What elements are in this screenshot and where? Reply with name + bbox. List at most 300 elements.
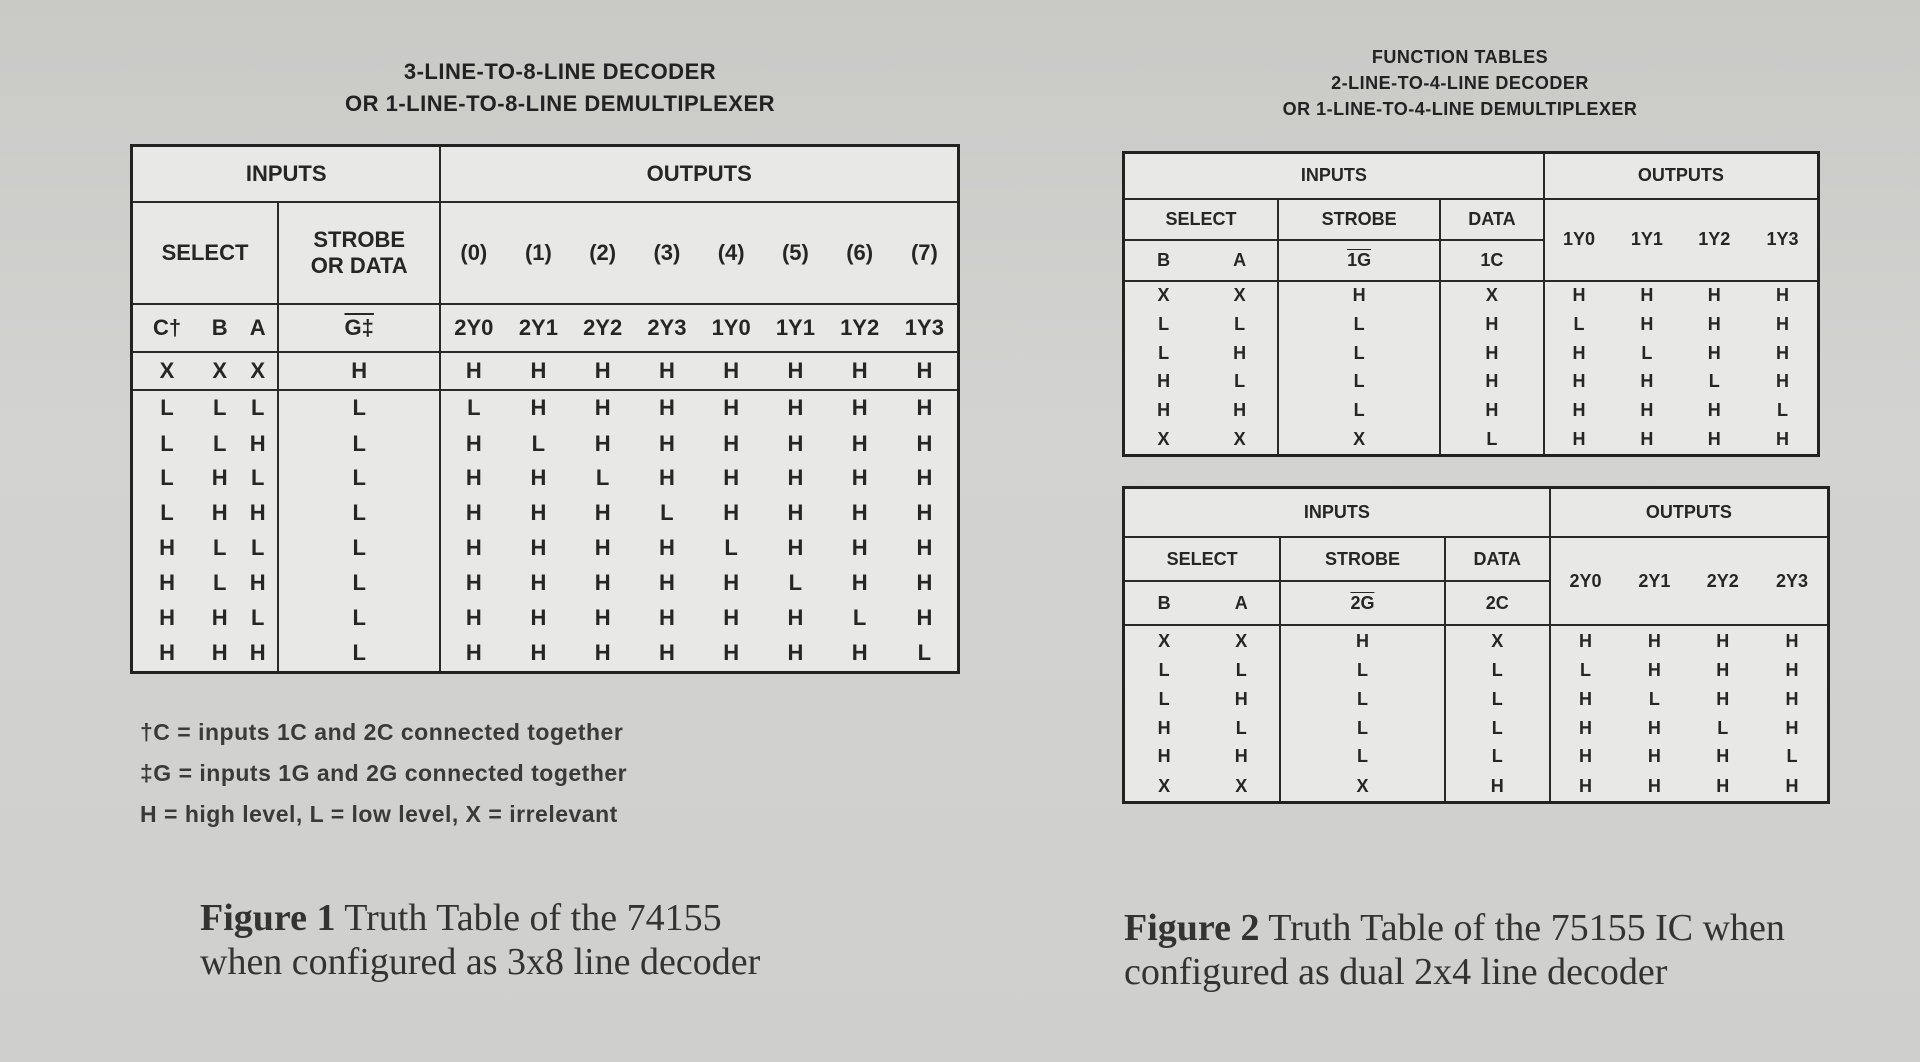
fig2-heading-line3: OR 1-LINE-TO-4-LINE DEMULTIPLEXER xyxy=(1282,99,1638,120)
output-cell: H xyxy=(530,535,547,561)
select-cell: L xyxy=(160,500,174,526)
output-cell: L xyxy=(1786,746,1798,767)
output-cell: L xyxy=(595,465,610,491)
strobe-cell: H xyxy=(278,352,440,390)
output-cell: H xyxy=(571,390,635,426)
t1-out-idx-4: (4) xyxy=(699,202,763,304)
select-a-cell: H xyxy=(1233,400,1247,421)
output-cell: H xyxy=(1785,659,1799,680)
select-cell: H xyxy=(159,570,175,596)
t2a-col-g-text: 1G xyxy=(1347,249,1372,270)
data-cell: L xyxy=(1445,656,1550,685)
output-cell: H xyxy=(530,500,547,526)
output-cell: H xyxy=(1707,428,1721,449)
t2a-outputs-header: OUTPUTS xyxy=(1544,153,1819,199)
strobe-cell: L xyxy=(278,496,440,531)
data-cell: H xyxy=(1440,339,1544,368)
strobe-cell: L xyxy=(278,426,440,461)
t1-out-idx-2: (2) xyxy=(571,202,635,304)
select-b-cell: L xyxy=(1158,688,1170,709)
output-cell: H xyxy=(1707,342,1721,363)
output-cell: H xyxy=(440,496,506,531)
t1-col-a: A xyxy=(238,304,278,352)
output-cell: H xyxy=(723,500,740,526)
output-cell: H xyxy=(1640,400,1654,421)
t2b-col-g-text: 2G xyxy=(1350,592,1375,613)
strobe-cell: H xyxy=(1278,281,1440,311)
select-b-cell: L xyxy=(1158,659,1170,680)
strobe-cell: H xyxy=(1280,625,1444,655)
t2b-body xyxy=(1124,625,1829,802)
output-cell: H xyxy=(658,430,675,456)
table-row xyxy=(1124,656,1829,685)
fig2-table-2 xyxy=(1122,486,1830,804)
t1-select-header: SELECT xyxy=(132,202,279,304)
output-cell: H xyxy=(916,430,933,456)
output-cell: H xyxy=(851,500,868,526)
fig1-truth-table xyxy=(130,144,960,674)
select-cell: L xyxy=(212,570,227,596)
note-c: †C = inputs 1C and 2C connected together xyxy=(140,719,624,745)
fig1-notes xyxy=(140,712,627,835)
select-a-cell: H xyxy=(1234,746,1248,767)
select-cell: L xyxy=(201,390,238,426)
output-cell: H xyxy=(440,566,506,601)
t1-col-g xyxy=(278,304,440,352)
output-cell: L xyxy=(724,535,738,561)
output-cell: H xyxy=(658,358,675,384)
t1-outputs-header: OUTPUTS xyxy=(440,146,958,202)
output-cell: H xyxy=(440,426,506,461)
strobe-cell: L xyxy=(1278,368,1440,397)
data-cell: X xyxy=(1440,281,1544,311)
output-cell: H xyxy=(530,358,547,384)
t1-ordata-label: OR DATA xyxy=(310,252,408,278)
t1-out-idx-0: (0) xyxy=(440,202,506,304)
data-cell: H xyxy=(1440,368,1544,397)
output-cell: H xyxy=(916,535,933,561)
output-cell: H xyxy=(723,605,740,631)
t2a-col-out-0: 1Y0 xyxy=(1544,199,1613,281)
select-a-cell: H xyxy=(1234,688,1248,709)
select-a-cell: X xyxy=(1233,428,1246,449)
output-cell: H xyxy=(594,640,611,666)
output-cell: H xyxy=(1647,659,1661,680)
t2b-inputs-header: INPUTS xyxy=(1124,488,1550,538)
output-cell: H xyxy=(787,500,804,526)
output-cell: H xyxy=(1640,314,1654,335)
strobe-cell: X xyxy=(1280,771,1444,802)
output-cell: L xyxy=(1641,342,1653,363)
select-cell: X xyxy=(250,358,266,384)
table-row xyxy=(1124,281,1819,311)
select-cell: L xyxy=(212,535,227,561)
output-cell: H xyxy=(1707,285,1721,306)
output-cell: H xyxy=(658,640,675,666)
t2b-col-a: A xyxy=(1203,581,1280,625)
table-row xyxy=(132,601,959,636)
output-cell: H xyxy=(1647,775,1661,796)
output-cell: H xyxy=(1775,428,1789,449)
table-row xyxy=(132,426,959,461)
t1-col-g-text: G‡ xyxy=(344,315,374,341)
select-b-cell: X xyxy=(1157,428,1170,449)
output-cell: H xyxy=(787,430,804,456)
table-row xyxy=(132,566,959,601)
table-row xyxy=(1124,339,1819,368)
output-cell: H xyxy=(594,535,611,561)
table-row xyxy=(132,461,959,496)
table-row xyxy=(132,636,959,673)
fig2-heading-line1: FUNCTION TABLES xyxy=(1371,47,1549,67)
table-row xyxy=(1124,396,1819,425)
fig1-caption-rest: Truth Table of the 74155 xyxy=(335,897,722,939)
t2a-data-header: DATA xyxy=(1440,199,1544,240)
select-a-cell: H xyxy=(1233,342,1247,363)
output-cell: L xyxy=(1708,371,1720,392)
output-cell: L xyxy=(788,570,803,596)
output-cell: H xyxy=(658,570,675,596)
select-a-cell: L xyxy=(1234,314,1246,335)
t2b-outputs-header: OUTPUTS xyxy=(1550,488,1829,538)
select-b-cell: H xyxy=(1157,400,1171,421)
t2a-strobe-header: STROBE xyxy=(1278,199,1440,240)
strobe-cell: L xyxy=(1278,310,1440,339)
fig1-heading-line1: 3-LINE-TO-8-LINE DECODER xyxy=(403,59,717,84)
output-cell: L xyxy=(531,430,546,456)
t2a-select-header: SELECT xyxy=(1124,199,1279,240)
table-row xyxy=(1124,625,1829,655)
output-cell: H xyxy=(787,465,804,491)
output-cell: H xyxy=(787,535,804,561)
select-b-cell: X xyxy=(1158,775,1171,796)
output-cell: H xyxy=(1647,717,1661,738)
t1-col-out-2: 2Y2 xyxy=(571,304,635,352)
output-cell: L xyxy=(660,500,674,526)
output-cell: H xyxy=(851,358,868,384)
t2b-col-out-2: 2Y2 xyxy=(1689,537,1757,625)
output-cell: H xyxy=(916,358,933,384)
output-cell: H xyxy=(851,430,868,456)
t1-out-idx-7: (7) xyxy=(892,202,959,304)
output-cell: L xyxy=(852,605,867,631)
select-cell: L xyxy=(238,390,278,426)
t2a-col-g xyxy=(1278,240,1440,281)
fig1-heading xyxy=(310,56,810,120)
output-cell: H xyxy=(916,605,933,631)
strobe-cell: L xyxy=(1280,714,1444,743)
output-cell: L xyxy=(917,640,932,666)
output-cell: H xyxy=(440,352,506,390)
select-cell: H xyxy=(211,500,228,526)
data-cell: H xyxy=(1440,310,1544,339)
output-cell: H xyxy=(723,640,740,666)
note-g: ‡G = inputs 1G and 2G connected together xyxy=(140,760,628,786)
output-cell: H xyxy=(916,570,933,596)
t1-strobe-label: STROBE xyxy=(313,226,406,252)
output-cell: H xyxy=(1550,625,1620,655)
output-cell: H xyxy=(506,390,570,426)
select-a-cell: L xyxy=(1234,371,1246,392)
t2a-col-c: 1C xyxy=(1440,240,1544,281)
output-cell: H xyxy=(1775,371,1789,392)
output-cell: H xyxy=(1707,400,1721,421)
output-cell: H xyxy=(530,605,547,631)
t2a-col-out-1: 1Y1 xyxy=(1613,199,1680,281)
t2a-inputs-header: INPUTS xyxy=(1124,153,1544,199)
select-cell: L xyxy=(160,465,174,491)
output-cell: H xyxy=(635,390,699,426)
t2a-col-out-2: 1Y2 xyxy=(1681,199,1748,281)
t1-col-out-0: 2Y0 xyxy=(440,304,506,352)
t2b-col-b: B xyxy=(1124,581,1204,625)
output-cell: H xyxy=(1716,688,1730,709)
strobe-cell: L xyxy=(278,601,440,636)
output-cell: H xyxy=(723,430,740,456)
select-cell: H xyxy=(249,500,266,526)
t1-col-out-1: 2Y1 xyxy=(506,304,570,352)
select-a-cell: X xyxy=(1235,630,1248,651)
output-cell: L xyxy=(1544,310,1613,339)
t1-col-out-4: 1Y0 xyxy=(699,304,763,352)
fig2-caption-rest: Truth Table of the 75155 IC when xyxy=(1259,907,1785,949)
strobe-cell: L xyxy=(278,566,440,601)
output-cell: H xyxy=(1544,368,1613,397)
output-cell: H xyxy=(723,358,740,384)
output-cell: H xyxy=(1716,659,1730,680)
table-row xyxy=(1124,368,1819,397)
select-cell: H xyxy=(159,535,175,561)
output-cell: H xyxy=(1550,742,1620,771)
table-row xyxy=(1124,425,1819,456)
fig1-caption-line2: when configured as 3x8 line decoder xyxy=(200,941,761,983)
select-cell: H xyxy=(159,605,175,631)
output-cell: H xyxy=(828,390,892,426)
table-row xyxy=(1124,742,1829,771)
output-cell: H xyxy=(1716,775,1730,796)
t2a-col-a: A xyxy=(1202,240,1278,281)
output-cell: H xyxy=(1550,685,1620,714)
t1-body xyxy=(132,352,959,672)
output-cell: H xyxy=(658,465,675,491)
t1-inputs-header: INPUTS xyxy=(132,146,441,202)
strobe-cell: L xyxy=(1280,656,1444,685)
output-cell: H xyxy=(1785,688,1799,709)
select-b-cell: L xyxy=(1158,342,1170,363)
fig2-heading-line2: 2-LINE-TO-4-LINE DECODER xyxy=(1331,73,1589,94)
select-b-cell: H xyxy=(1157,746,1171,767)
output-cell: L xyxy=(440,390,506,426)
t2b-data-header: DATA xyxy=(1445,537,1550,581)
table-row xyxy=(1124,771,1829,802)
strobe-cell: L xyxy=(278,390,440,426)
select-cell: H xyxy=(211,465,228,491)
fig1-caption xyxy=(200,896,760,984)
output-cell: H xyxy=(1544,425,1613,456)
output-cell: H xyxy=(723,570,740,596)
fig2-heading xyxy=(1220,44,1700,122)
output-cell: H xyxy=(723,465,740,491)
data-cell: L xyxy=(1445,742,1550,771)
output-cell: L xyxy=(1648,688,1660,709)
t1-col-out-6: 1Y2 xyxy=(828,304,892,352)
output-cell: L xyxy=(1776,400,1788,421)
output-cell: H xyxy=(787,640,804,666)
output-cell: H xyxy=(787,605,804,631)
select-cell: L xyxy=(250,535,265,561)
output-cell: H xyxy=(851,640,868,666)
output-cell: H xyxy=(1716,630,1730,651)
output-cell: H xyxy=(530,465,547,491)
fig1-caption-bold: Figure 1 xyxy=(200,897,336,939)
output-cell: H xyxy=(1640,428,1654,449)
output-cell: H xyxy=(1544,339,1613,368)
output-cell: H xyxy=(1647,746,1661,767)
output-cell: H xyxy=(1640,285,1654,306)
output-cell: H xyxy=(1640,371,1654,392)
output-cell: H xyxy=(851,465,868,491)
select-b-cell: X xyxy=(1157,285,1170,306)
output-cell: H xyxy=(440,601,506,636)
output-cell: H xyxy=(1647,630,1661,651)
strobe-cell: L xyxy=(1280,685,1444,714)
output-cell: H xyxy=(1785,630,1799,651)
select-cell: L xyxy=(132,390,202,426)
output-cell: L xyxy=(1717,717,1729,738)
select-a-cell: X xyxy=(1235,775,1248,796)
t2b-col-out-0: 2Y0 xyxy=(1550,537,1620,625)
output-cell: H xyxy=(763,390,827,426)
output-cell: H xyxy=(1707,314,1721,335)
output-cell: H xyxy=(658,605,675,631)
table-row xyxy=(1124,310,1819,339)
output-cell: H xyxy=(1550,771,1620,802)
table-row xyxy=(132,352,959,390)
select-a-cell: X xyxy=(1233,285,1246,306)
select-b-cell: H xyxy=(1157,717,1171,738)
strobe-cell: X xyxy=(1278,425,1440,456)
output-cell: H xyxy=(892,390,959,426)
t1-strobe-header xyxy=(278,202,440,304)
data-cell: L xyxy=(1445,685,1550,714)
output-cell: H xyxy=(594,430,611,456)
t1-out-idx-6: (6) xyxy=(828,202,892,304)
output-cell: H xyxy=(1775,342,1789,363)
output-cell: H xyxy=(916,500,933,526)
table-row xyxy=(1124,685,1829,714)
data-cell: H xyxy=(1440,396,1544,425)
data-cell: X xyxy=(1445,625,1550,655)
output-cell: H xyxy=(658,535,675,561)
t2b-select-header: SELECT xyxy=(1124,537,1281,581)
select-cell: L xyxy=(250,605,265,631)
t2a-body xyxy=(1124,281,1819,456)
strobe-cell: L xyxy=(278,461,440,496)
t1-col-out-5: 1Y1 xyxy=(763,304,827,352)
output-cell: H xyxy=(916,465,933,491)
output-cell: H xyxy=(594,358,611,384)
output-cell: H xyxy=(699,390,763,426)
t1-col-b: B xyxy=(201,304,238,352)
select-a-cell: L xyxy=(1235,717,1247,738)
select-cell: H xyxy=(249,570,266,596)
select-cell: H xyxy=(159,640,175,666)
output-cell: H xyxy=(594,605,611,631)
select-cell: H xyxy=(211,605,228,631)
fig2-caption xyxy=(1124,906,1785,994)
t2a-col-b: B xyxy=(1124,240,1203,281)
fig2-caption-bold: Figure 2 xyxy=(1124,907,1260,949)
output-cell: H xyxy=(851,570,868,596)
t1-col-out-3: 2Y3 xyxy=(635,304,699,352)
output-cell: H xyxy=(1716,746,1730,767)
t1-col-c: C† xyxy=(132,304,202,352)
note-levels: H = high level, L = low level, X = irrelevant xyxy=(140,801,618,827)
output-cell: H xyxy=(1785,775,1799,796)
t2b-col-out-1: 2Y1 xyxy=(1620,537,1688,625)
select-cell: H xyxy=(211,640,228,666)
strobe-cell: L xyxy=(278,531,440,566)
select-cell: L xyxy=(250,465,265,491)
output-cell: H xyxy=(594,570,611,596)
select-b-cell: X xyxy=(1158,630,1171,651)
output-cell: H xyxy=(594,500,611,526)
fig2-table-1 xyxy=(1122,151,1820,457)
select-cell: H xyxy=(249,430,266,456)
output-cell: H xyxy=(1775,314,1789,335)
select-cell: L xyxy=(160,430,174,456)
fig1-heading-line2: OR 1-LINE-TO-8-LINE DEMULTIPLEXER xyxy=(344,90,776,116)
select-a-cell: L xyxy=(1235,659,1247,680)
strobe-cell: L xyxy=(1278,339,1440,368)
output-cell: H xyxy=(851,535,868,561)
t2b-col-out-3: 2Y3 xyxy=(1757,537,1829,625)
output-cell: H xyxy=(440,636,506,673)
select-b-cell: L xyxy=(1158,314,1170,335)
output-cell: L xyxy=(1550,656,1620,685)
t2a-col-out-3: 1Y3 xyxy=(1748,199,1819,281)
output-cell: H xyxy=(1775,285,1789,306)
output-cell: H xyxy=(440,461,506,496)
t1-out-idx-3: (3) xyxy=(635,202,699,304)
data-cell: H xyxy=(1445,771,1550,802)
t1-out-idx-1: (1) xyxy=(506,202,570,304)
table-row xyxy=(1124,714,1829,743)
output-cell: H xyxy=(1544,396,1613,425)
output-cell: H xyxy=(530,640,547,666)
output-cell: H xyxy=(1544,281,1613,311)
strobe-cell: L xyxy=(278,636,440,673)
output-cell: H xyxy=(1785,717,1799,738)
output-cell: H xyxy=(1550,714,1620,743)
t2b-col-g xyxy=(1280,581,1444,625)
strobe-cell: L xyxy=(1280,742,1444,771)
select-cell: H xyxy=(249,640,266,666)
table-row xyxy=(132,390,959,426)
t2b-strobe-header: STROBE xyxy=(1280,537,1444,581)
select-b-cell: H xyxy=(1157,371,1171,392)
table-row xyxy=(132,496,959,531)
output-cell: H xyxy=(530,570,547,596)
t1-col-out-7: 1Y3 xyxy=(892,304,959,352)
table-row xyxy=(132,531,959,566)
t1-out-idx-5: (5) xyxy=(763,202,827,304)
strobe-cell: L xyxy=(1278,396,1440,425)
data-cell: L xyxy=(1440,425,1544,456)
data-cell: L xyxy=(1445,714,1550,743)
output-cell: H xyxy=(440,531,506,566)
select-cell: X xyxy=(159,358,175,384)
